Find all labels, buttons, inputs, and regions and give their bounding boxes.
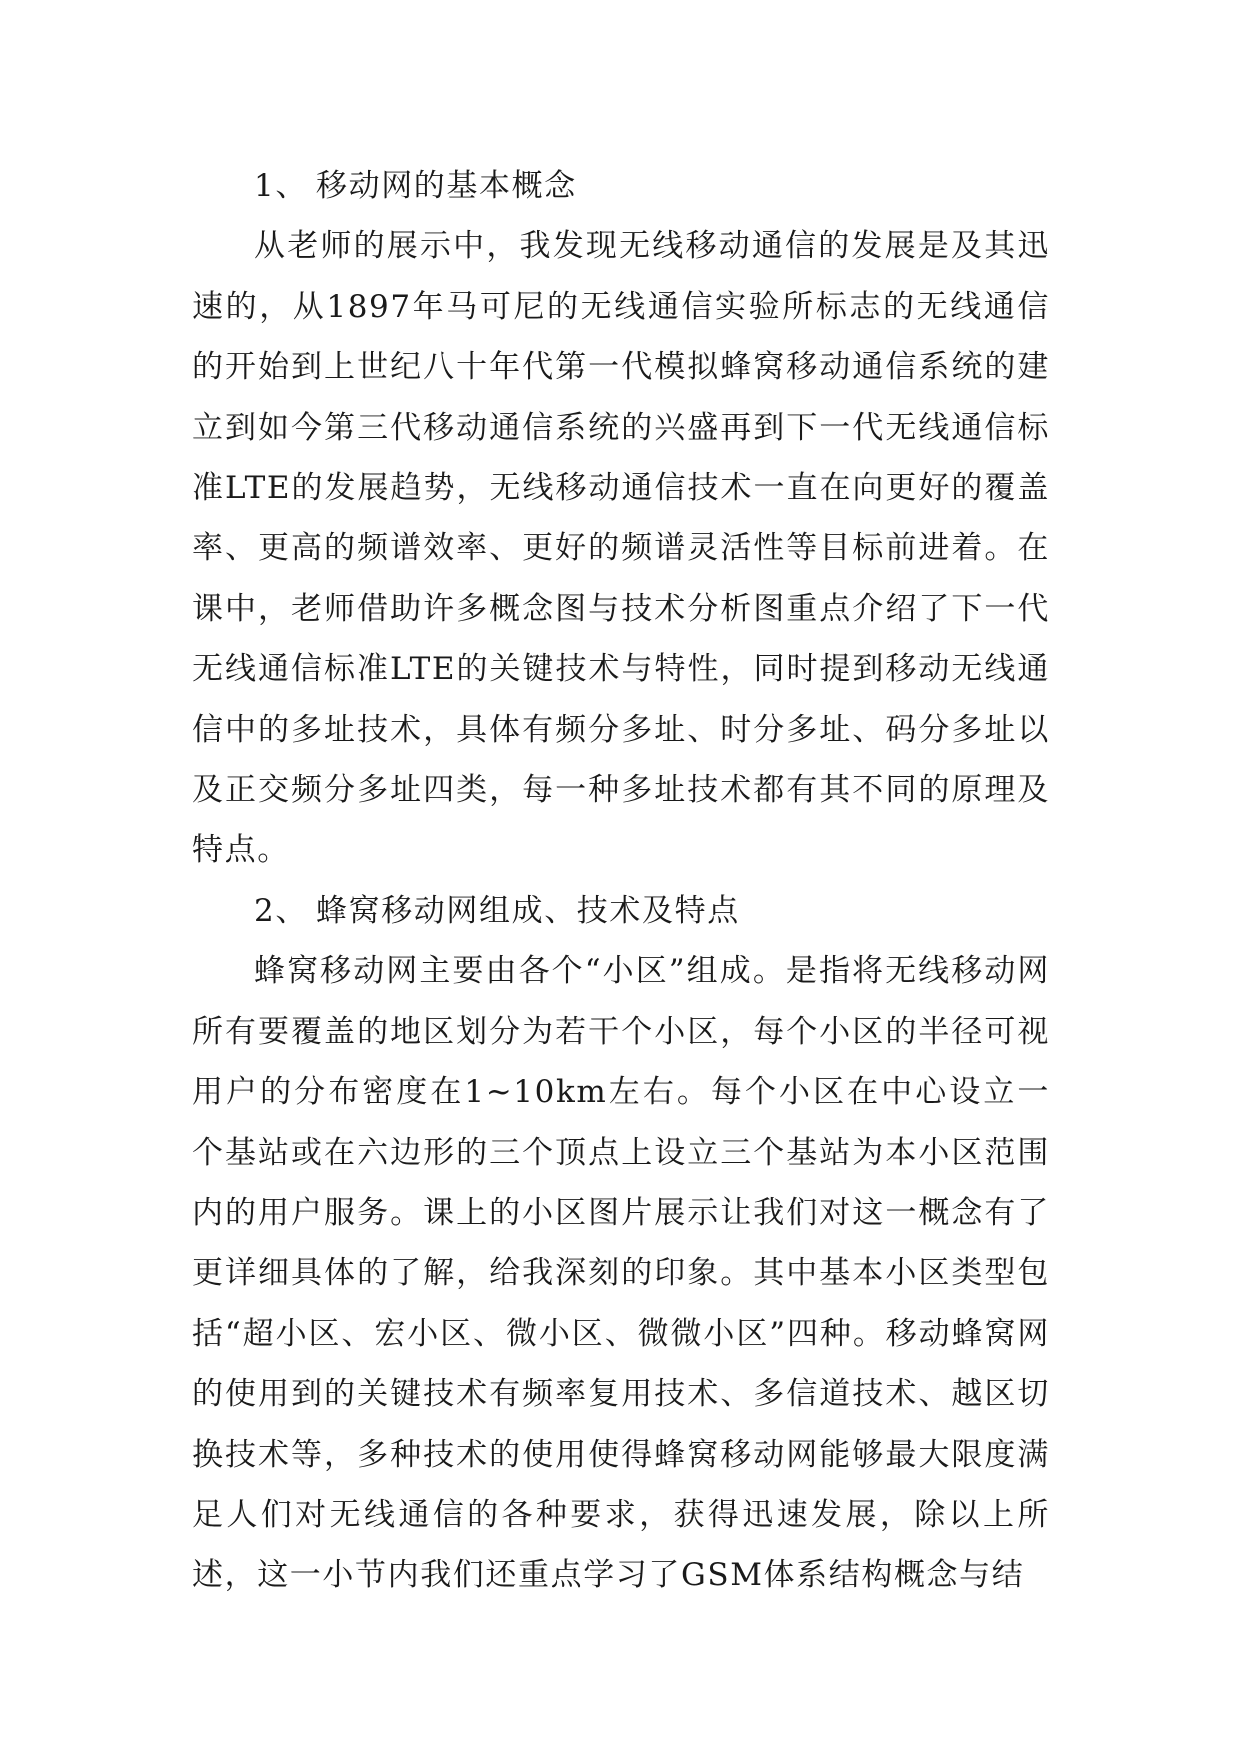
document-body	[192, 156, 1050, 1606]
section-title: 蜂窝移动网组成、技术及特点	[316, 892, 740, 929]
section-heading-1	[192, 156, 1050, 216]
section-paragraph-1: 从老师的展示中，我发现无线移动通信的发展是及其迅速的，从1897年马可尼的无线通信实验所标志的无线通信的开始到上世纪八十年代第一代模拟蜂窝移动通信系统的建立到如今第三代移动通信系统的兴盛再到下一代无线通信标准LTE的发展趋势，无线移动通信技术一直在向更好的覆盖率、更高的频谱效率、更好的频谱灵活性等目标前进着。在课中，老师借助许多概念图与技术分析图重点介绍了下一代无线通信标准LTE的关键技术与特性，同时提到移动无线通信中的多址技术，具体有频分多址、时分多址、码分多址以及正交频分多址四类，每一种多址技术都有其不同的原理及特点。	[192, 228, 1050, 869]
section-number: 2、	[254, 892, 308, 929]
section-number: 1、	[254, 168, 308, 204]
section-title: 移动网的基本概念	[316, 168, 577, 204]
section-heading-2	[192, 881, 1050, 941]
section-paragraph-2: 蜂窝移动网主要由各个“小区”组成。是指将无线移动网所有要覆盖的地区划分为若干个小区，每个小区的半径可视用户的分布密度在1~10km左右。每个小区在中心设立一个基站或在六边形的三个顶点上设立三个基站为本小区范围内的用户服务。课上的小区图片展示让我们对这一概念有了更详细具体的了解，给我深刻的印象。其中基本小区类型包括“超小区、宏小区、微小区、微微小区”四种。移动蜂窝网的使用到的关键技术有频率复用技术、多信道技术、越区切换技术等，多种技术的使用使得蜂窝移动网能够最大限度满足人们对无线通信的各种要求，获得迅速发展，除以上所述，这一小节内我们还重点学习了GSM体系结构概念与结	[192, 953, 1050, 1594]
